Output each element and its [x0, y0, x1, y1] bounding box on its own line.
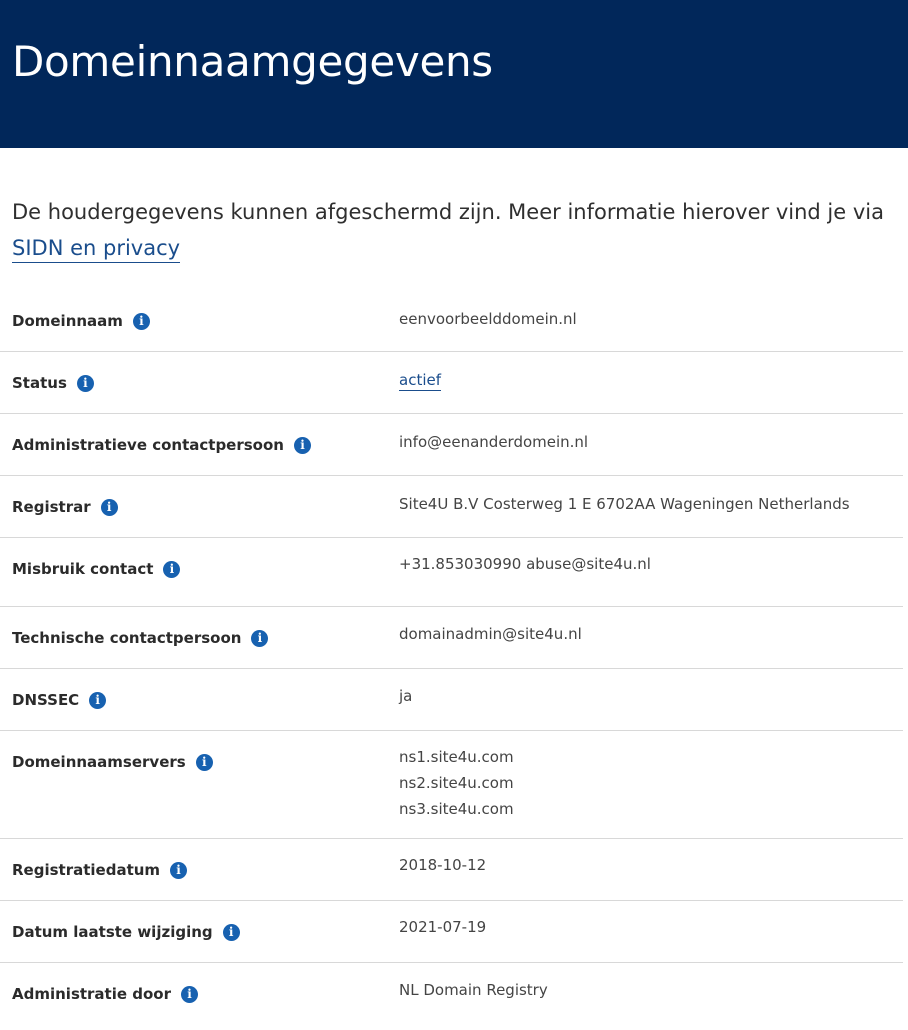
row-nameservers: [0, 731, 903, 839]
row-dnssec: [0, 669, 903, 731]
value-last-modified: 2021-07-19: [399, 918, 487, 936]
label-admin-contact: Administratieve contactpersoon i: [12, 436, 311, 454]
value-dnssec: ja: [399, 687, 413, 705]
info-icon[interactable]: i: [223, 924, 240, 941]
info-icon[interactable]: i: [251, 630, 268, 647]
info-icon[interactable]: i: [196, 754, 213, 771]
label-registration-date: Registratiedatum i: [12, 861, 187, 879]
label-registrar: Registrar i: [12, 498, 118, 516]
value-admin-contact: info@eenanderdomein.nl: [399, 433, 589, 451]
label-status: Status i: [12, 374, 94, 392]
info-icon[interactable]: i: [77, 375, 94, 392]
value-abuse-contact: +31.853030990 abuse@site4u.nl: [399, 555, 651, 573]
value-nameservers: [399, 744, 514, 822]
info-icon[interactable]: i: [294, 437, 311, 454]
page-header: [0, 0, 908, 148]
sidn-privacy-link[interactable]: SIDN en privacy: [12, 236, 180, 263]
row-administered-by: [0, 963, 903, 1029]
nameserver-item: ns3.site4u.com: [399, 800, 514, 818]
value-administered-by: NL Domain Registry: [399, 981, 548, 999]
label-dnssec: DNSSEC i: [12, 691, 106, 709]
row-registration-date: [0, 839, 903, 901]
row-abuse-contact: [0, 538, 903, 607]
privacy-notice-text: De houdergegevens kunnen afgeschermd zijn. Meer informatie hierover vind je via: [12, 200, 884, 224]
row-last-modified: [0, 901, 903, 963]
nameserver-item: ns2.site4u.com: [399, 774, 514, 792]
info-icon[interactable]: i: [181, 986, 198, 1003]
nameserver-item: ns1.site4u.com: [399, 748, 514, 766]
label-tech-contact: Technische contactpersoon i: [12, 629, 268, 647]
label-abuse-contact: Misbruik contact i: [12, 560, 180, 578]
label-domeinnaam: Domeinnaam i: [12, 312, 150, 330]
row-status: [0, 352, 903, 414]
row-registrar: [0, 476, 903, 538]
label-nameservers: Domeinnaamservers i: [12, 753, 213, 771]
value-status: [399, 367, 441, 393]
page-title: Domeinnaamgegevens: [12, 37, 493, 86]
info-icon[interactable]: i: [170, 862, 187, 879]
value-domeinnaam: eenvoorbeelddomein.nl: [399, 310, 577, 328]
value-tech-contact: domainadmin@site4u.nl: [399, 625, 582, 643]
value-registrar: Site4U B.V Costerweg 1 E 6702AA Wageningen Netherlands: [399, 495, 850, 513]
row-domeinnaam: [0, 290, 903, 352]
value-registration-date: 2018-10-12: [399, 856, 487, 874]
info-icon[interactable]: i: [89, 692, 106, 709]
row-admin-contact: [0, 414, 903, 476]
row-tech-contact: [0, 607, 903, 669]
label-last-modified: Datum laatste wijziging i: [12, 923, 240, 941]
info-icon[interactable]: i: [101, 499, 118, 516]
label-administered-by: Administratie door i: [12, 985, 198, 1003]
info-icon[interactable]: i: [133, 313, 150, 330]
privacy-notice: [12, 194, 902, 266]
info-icon[interactable]: i: [163, 561, 180, 578]
status-link[interactable]: actief: [399, 371, 441, 389]
